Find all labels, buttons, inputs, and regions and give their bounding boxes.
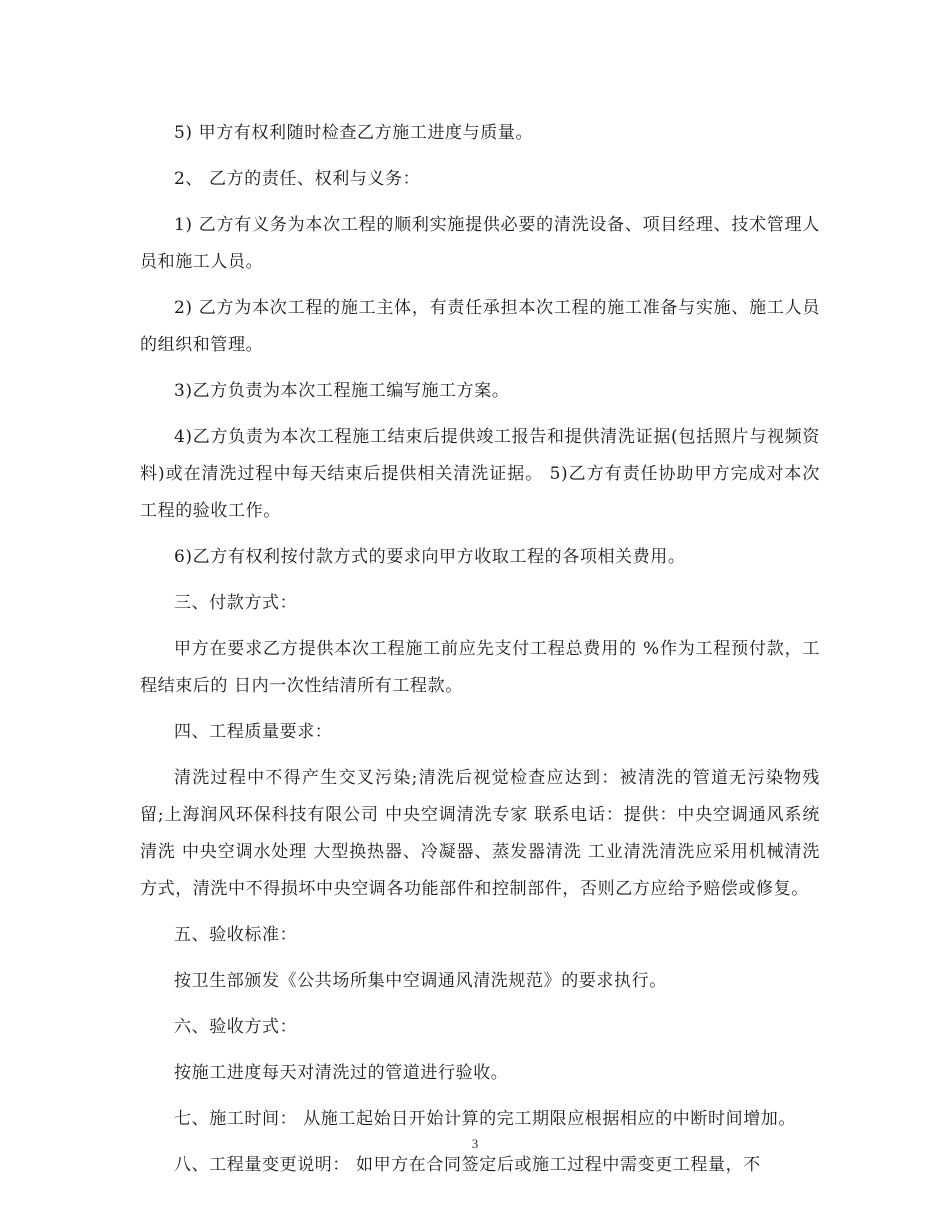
- heading-acceptance-standard: 五、验收标准：: [174, 925, 298, 945]
- paragraph-construction-time: 七、施工时间： 从施工起始日开始计算的完工期限应根据相应的中断时间增加。: [174, 1109, 797, 1129]
- heading-acceptance-method: 六、验收方式：: [174, 1017, 298, 1037]
- page-number: 3: [471, 1136, 479, 1151]
- heading-party-b-responsibilities: 2、 乙方的责任、权利与义务：: [174, 169, 421, 189]
- paragraph-payment-terms: 甲方在要求乙方提供本次工程施工前应先支付工程总费用的 %作为工程预付款，工程结束后的 日内一次性结清所有工程款。: [140, 639, 820, 696]
- paragraph-party-a-inspection: 5) 甲方有权利随时检查乙方施工进度与质量。: [174, 123, 534, 143]
- paragraph-party-b-fees: 6)乙方有权利按付款方式的要求向甲方收取工程的各项相关费用。: [174, 547, 686, 567]
- heading-quality-requirements: 四、工程质量要求：: [174, 722, 333, 742]
- paragraph-party-b-construction-subject: 2) 乙方为本次工程的施工主体，有责任承担本次工程的施工准备与实施、施工人员的组织和管理。: [140, 298, 820, 355]
- paragraph-party-b-report: 4)乙方负责为本次工程施工结束后提供竣工报告和提供清洗证据(包括照片与视频资料)或在清洗过程中每天结束后提供相关清洗证据。 5)乙方有责任协助甲方完成对本次工程的验收工作。: [140, 427, 820, 521]
- paragraph-quality-terms: 清洗过程中不得产生交叉污染;清洗后视觉检查应达到：被清洗的管道无污染物残留;上海润风环保科技有限公司 中央空调清洗专家 联系电话：提供：中央空调通风系统清洗 中央空调水处理 大型换热器、冷凝器、蒸发器清洗 工业清洗清洗应采用机械清洗方式，清洗中不得损坏中央空调各功能部件和控制部件，否则乙方应给予赔偿或修复。: [140, 768, 820, 899]
- paragraph-party-b-plan: 3)乙方负责为本次工程施工编写施工方案。: [174, 381, 510, 401]
- heading-payment-method: 三、付款方式：: [174, 593, 298, 613]
- paragraph-quantity-change: 八、工程量变更说明： 如甲方在合同签定后或施工过程中需变更工程量，不: [174, 1155, 761, 1175]
- paragraph-acceptance-method: 按施工进度每天对清洗过的管道进行验收。: [174, 1063, 509, 1083]
- document-body: [140, 115, 820, 1193]
- paragraph-party-b-equipment: 1) 乙方有义务为本次工程的顺利实施提供必要的清洗设备、项目经理、技术管理人员和施工人员。: [140, 215, 820, 272]
- paragraph-acceptance-standard: 按卫生部颁发《公共场所集中空调通风清洗规范》的要求执行。: [174, 971, 667, 991]
